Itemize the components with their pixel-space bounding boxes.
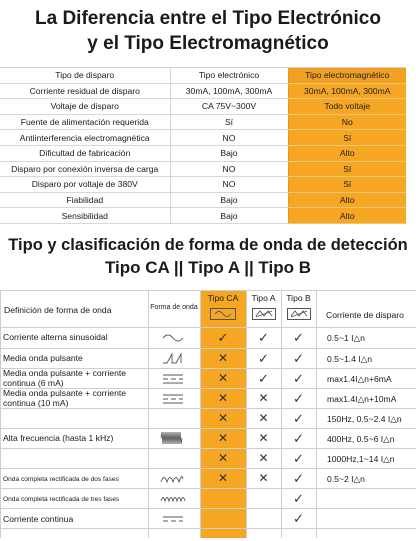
feature-cell: Fiabilidad [0,192,170,208]
tipo-a-mark: ✕ [258,391,269,405]
electromagnetic-cell: Sí [288,161,406,177]
comparison-title: La Diferencia entre el Tipo Electrónico y el Tipo Electromagnético [35,8,381,54]
sine-wave-icon [162,333,184,342]
sine-wave-icon [214,310,232,318]
electronic-cell: NO [170,130,288,146]
tipo-ca-mark: ✕ [217,351,229,365]
comparison-row [0,99,406,115]
comparison-table [0,67,406,224]
electronic-cell: NO [170,161,288,177]
comparison-row [0,161,406,177]
trip-current-value: max1.4I△n+10mA [327,394,397,404]
row-label: Onda completa rectificada de dos fases [3,476,119,483]
electromagnetic-cell: Alto [288,145,406,161]
three-phase-rectified-icon [160,493,186,503]
tipo-b-mark: ✓ [293,471,304,486]
tipo-b-mark: ✓ [293,351,304,366]
tipo-b-mark: ✓ [293,451,304,466]
trip-current-value: 0.5~2 I△n [327,474,365,484]
comparison-row [0,83,406,99]
electromagnetic-cell: Sí [288,177,406,193]
row-label: Media onda pulsante + corriente continua (10 mA) [3,388,127,408]
two-phase-rectified-icon [160,473,184,483]
row-divider [0,290,416,291]
electromagnetic-cell: Alto [288,208,406,224]
half-wave-pulse-icon [162,352,184,364]
pulse-wave-icon [255,310,273,318]
feature-cell: Tipo de disparo [0,68,170,84]
tipo-a-mark: ✕ [258,411,269,425]
electromagnetic-cell: Alto [288,192,406,208]
trip-current-value: 400Hz, 0.5~6 I△n [327,434,395,444]
tipo-ca-mark: ✕ [217,471,229,485]
comparison-row [0,145,406,161]
tipo-ca-mark: ✓ [217,330,229,345]
half-wave-dc-icon [162,392,184,404]
comparison-row [0,192,406,208]
tipo-b-mark: ✓ [293,391,304,406]
row-label: Media onda pulsante [3,353,83,363]
comparison-row [0,177,406,193]
row-divider [0,348,416,349]
comparison-row [0,208,406,224]
header-tipo-a: Tipo A [251,293,276,303]
row-label: Alta frecuencia (hasta 1 kHz) [3,433,114,443]
comparison-row [0,114,406,130]
electromagnetic-cell: Todo voltaje [288,99,406,115]
trip-current-value: 0.5~1.4 I△n [327,354,373,364]
pulse-wave-icon [290,310,308,318]
row-divider [0,448,416,449]
row-divider [0,408,416,409]
tipo-b-mark: ✓ [293,491,304,506]
tipo-a-mark: ✓ [258,371,269,386]
tipo-b-mark: ✓ [293,371,304,386]
row-divider [0,327,416,328]
tipo-ca-mark: ✕ [217,371,229,385]
header-tipo-b: Tipo B [286,293,311,303]
row-divider [0,508,416,509]
feature-cell: Disparo por voltaje de 380V [0,177,170,193]
row-divider [0,428,416,429]
row-label: Corriente continua [3,514,74,524]
feature-cell: Voltaje de disparo [0,99,170,115]
tipo-a-mark: ✕ [258,471,269,485]
electronic-cell: Bajo [170,192,288,208]
trip-current-value: 150Hz, 0.5~2.4 I△n [327,414,402,424]
dc-icon [162,514,184,523]
electromagnetic-cell: Sí [288,130,406,146]
electromagnetic-cell: Tipo electromagnético [288,68,406,84]
feature-cell: Disparo por conexión inversa de carga [0,161,170,177]
row-label: Media onda pulsante + corriente continua (6 mA) [3,368,127,388]
electronic-cell: Bajo [170,208,288,224]
header-tipo-ca: Tipo CA [207,293,239,303]
row-divider [0,468,416,469]
feature-cell: Corriente residual de disparo [0,83,170,99]
comparison-row [0,130,406,146]
feature-cell: Fuente de alimentación requerida [0,114,170,130]
tipo-ca-mark: ✕ [217,411,229,425]
electronic-cell: 30mA, 100mA, 300mA [170,83,288,99]
trip-current-value: 1000Hz,1~14 I△n [327,454,395,464]
row-divider [0,488,416,489]
tipo-ca-mark: ✕ [217,391,229,405]
trip-current-value: 0.5~1 I△n [327,333,365,343]
electronic-cell: Bajo [170,145,288,161]
electronic-cell: Tipo electrónico [170,68,288,84]
tipo-b-mark: ✓ [293,511,304,526]
trip-current-value: max1.4I△n+6mA [327,374,392,384]
electronic-cell: Sí [170,114,288,130]
header-corriente: Corriente de disparo [326,310,404,320]
electronic-cell: CA 75V~300V [170,99,288,115]
tipo-a-mark: ✓ [258,351,269,366]
tipo-b-mark: ✓ [293,411,304,426]
tipo-b-mark: ✓ [293,330,304,345]
feature-cell: Sensibilidad [0,208,170,224]
feature-cell: Dificultad de fabricación [0,145,170,161]
tipo-a-mark: ✓ [258,330,269,345]
header-forma: Forma de onda [150,304,198,311]
feature-cell: Antiinterferencia electromagnética [0,130,170,146]
row-label: Onda completa rectificada de tres fases [3,496,120,503]
header-definicion: Definición de forma de onda [4,305,112,315]
high-frequency-icon [160,430,184,446]
electromagnetic-cell: No [288,114,406,130]
tipo-a-mark: ✕ [258,431,269,445]
row-divider [0,528,416,529]
tipo-a-mark: ✕ [258,451,269,465]
electronic-cell: NO [170,177,288,193]
tipo-b-mark: ✓ [293,431,304,446]
tipo-ca-mark: ✕ [217,451,229,465]
comparison-header-row [0,68,406,84]
half-wave-dc-icon [162,372,184,384]
row-label: Corriente alterna sinusoidal [3,332,108,342]
electromagnetic-cell: 30mA, 100mA, 300mA [288,83,406,99]
waveform-title: Tipo y clasificación de forma de onda de detección Tipo CA || Tipo A || Tipo B [8,236,408,277]
tipo-ca-mark: ✕ [217,431,229,445]
